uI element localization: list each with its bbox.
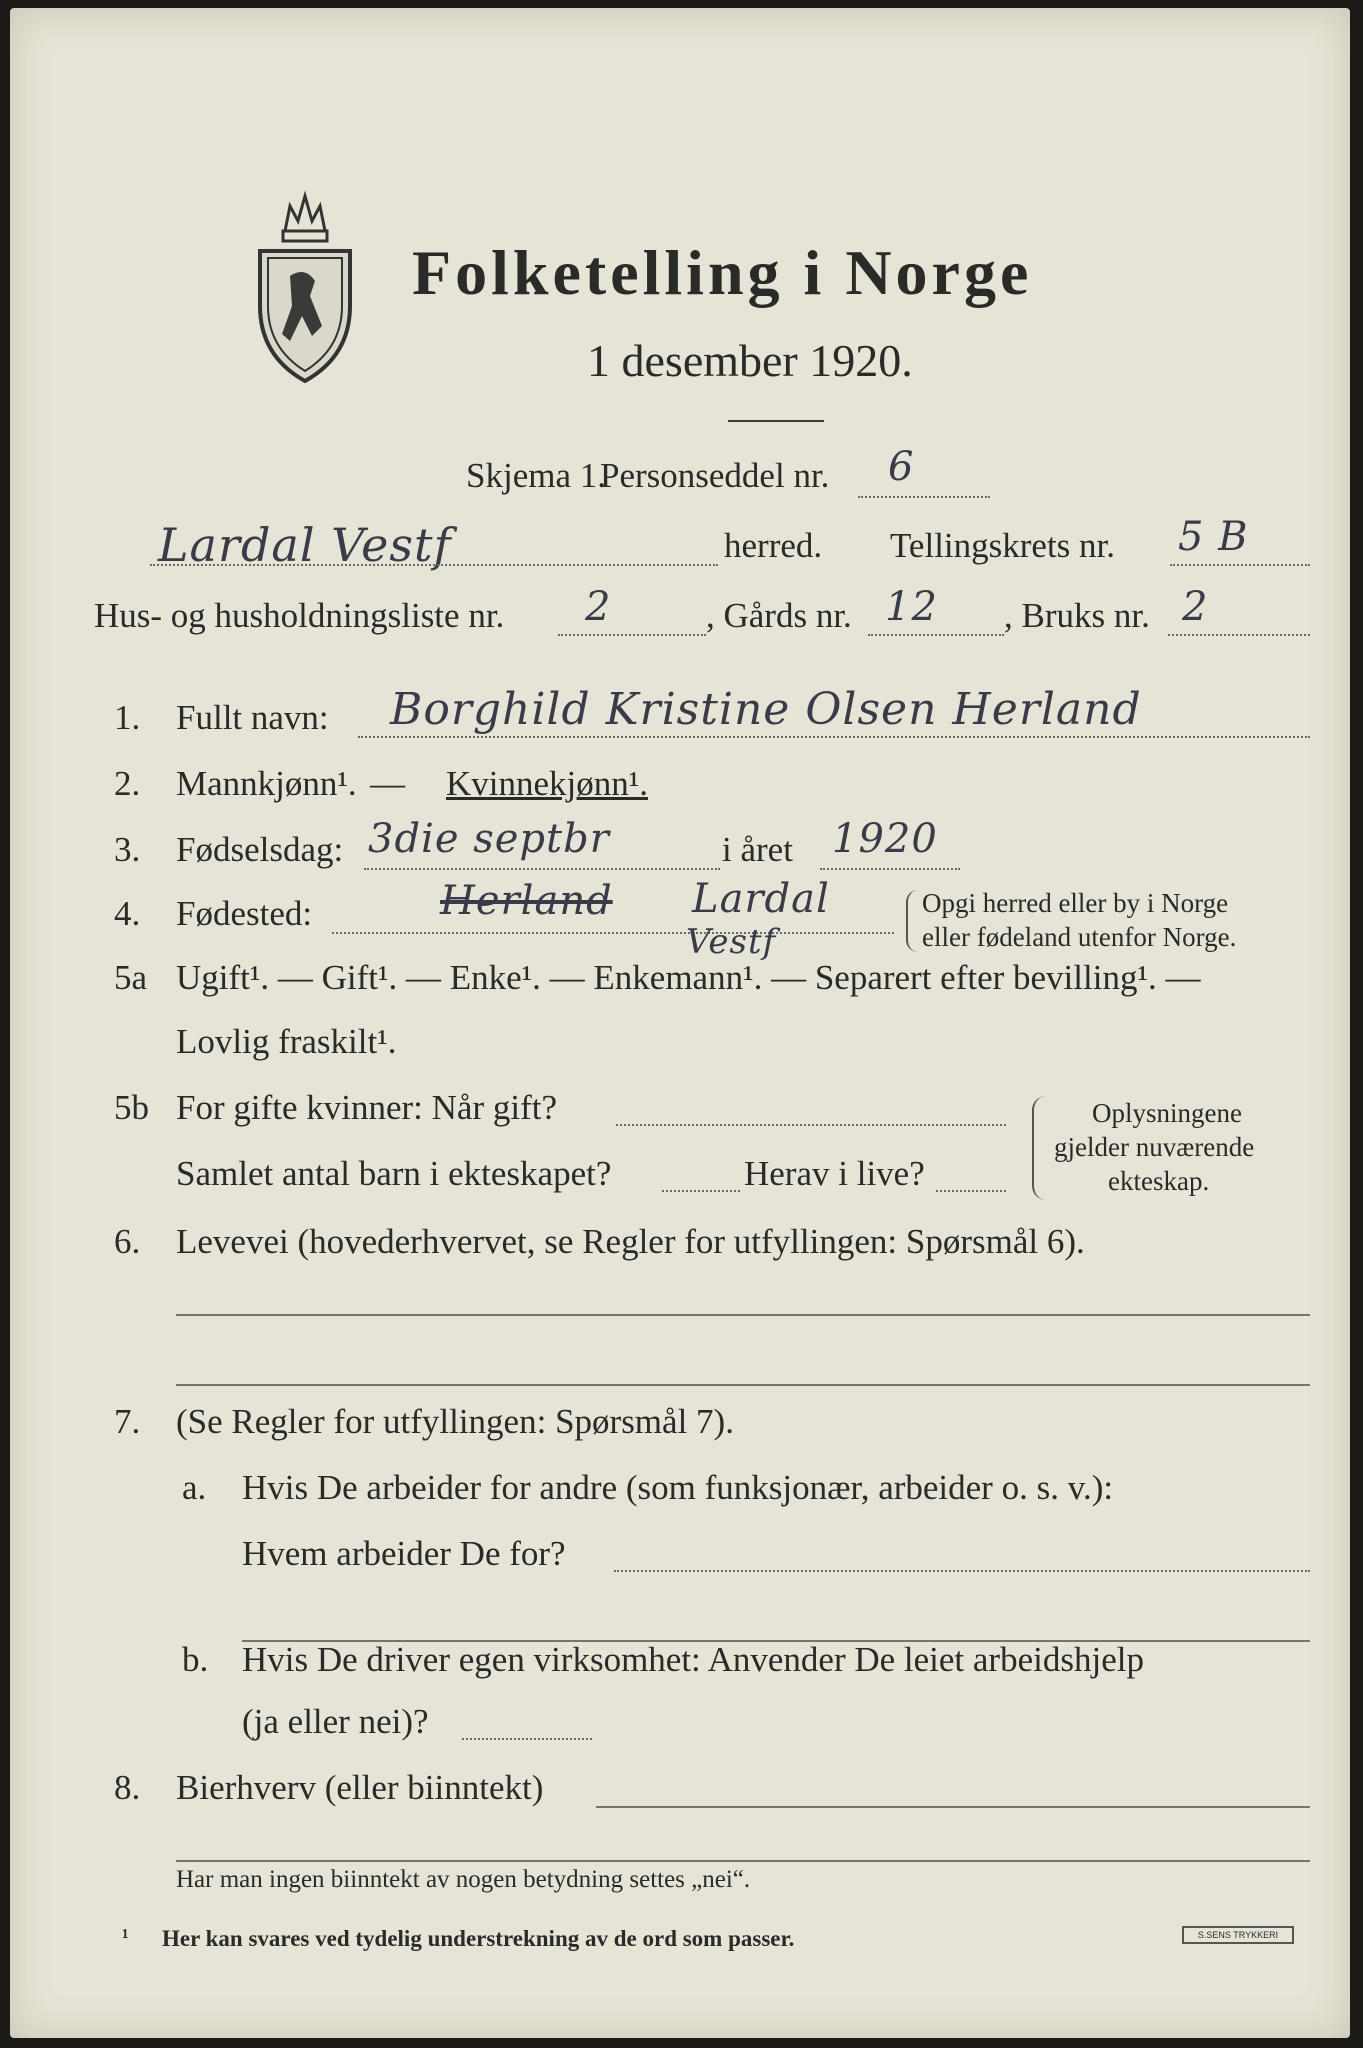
q6-number: 6. <box>114 1222 141 1261</box>
q8-label: Bierhverv (eller biinntekt) <box>176 1768 544 1807</box>
q6-answer-line-2 <box>176 1384 1310 1386</box>
q3-year-line <box>820 868 960 870</box>
birthplace-value-2: Vestf <box>686 922 777 962</box>
personseddel-label: Personseddel nr. <box>600 456 830 495</box>
q4-note-line1: Opgi herred eller by i Norge <box>922 888 1229 918</box>
q5a-line1: Ugift¹. — Gift¹. — Enke¹. — Enkemann¹. — Separert efter bevilling¹. — <box>176 958 1201 997</box>
q2-male-option: Mannkjønn¹. <box>176 764 357 803</box>
q7b-line1: Hvis De driver egen virksomhet: Anvender De leiet arbeidshjelp <box>242 1640 1144 1679</box>
tellingskrets-label: Tellingskrets nr. <box>890 526 1116 565</box>
q7b-letter: b. <box>182 1640 209 1679</box>
census-date: 1 desember 1920. <box>587 335 913 386</box>
q4-number: 4. <box>114 894 141 933</box>
q7a-line1: Hvis De arbeider for andre (som funksjonær, arbeider o. s. v.): <box>242 1468 1114 1507</box>
personseddel-line <box>858 496 990 498</box>
q4-note-brace <box>906 890 918 952</box>
q7-number: 7. <box>114 1402 141 1441</box>
q7b-line2: (ja eller nei)? <box>242 1702 429 1741</box>
q5a-number: 5a <box>114 958 148 997</box>
q5b-line1: For gifte kvinner: Når gift? <box>176 1088 558 1127</box>
herred-label: herred. <box>724 526 823 565</box>
divider <box>728 420 824 422</box>
q5b-number: 5b <box>114 1088 149 1127</box>
q5b-note-brace <box>1032 1096 1046 1200</box>
full-name-value: Borghild Kristine Olsen Herland <box>390 684 1142 735</box>
q8-answer-line <box>596 1806 1310 1808</box>
q7b-answer-line <box>462 1738 592 1740</box>
tellingskrets-value: 5 B <box>1178 514 1249 560</box>
norwegian-coat-of-arms-icon <box>250 186 360 386</box>
hus-value: 2 <box>585 584 612 630</box>
birthplace-value: Lardal <box>692 876 830 922</box>
q6-label: Levevei (hovederhvervet, se Regler for utfyllingen: Spørsmål 6). <box>176 1222 1085 1261</box>
herred-line <box>150 564 718 566</box>
q1-line <box>358 736 1310 738</box>
q1-number: 1. <box>114 698 141 737</box>
q4-label: Fødested: <box>176 894 313 933</box>
gards-line <box>868 634 1004 636</box>
q5b-note-line1: Oplysningene <box>1092 1098 1242 1128</box>
q3-line <box>364 868 720 870</box>
q5b-note-line2: gjelder nuværende <box>1054 1132 1255 1162</box>
gards-label: , Gårds nr. <box>706 596 852 635</box>
q5b-children-label: Samlet antal barn i ekteskapet? <box>176 1154 612 1193</box>
tellingskrets-line <box>1170 564 1310 566</box>
personseddel-value: 6 <box>888 444 915 490</box>
q8-number: 8. <box>114 1768 141 1807</box>
q5b-married-line <box>616 1124 1006 1126</box>
page-title: Folketelling i Norge <box>412 237 1033 308</box>
q6-answer-line-1 <box>176 1314 1310 1316</box>
q7a-line2: Hvem arbeider De for? <box>242 1534 566 1573</box>
q5b-note-line3: ekteskap. <box>1108 1166 1210 1196</box>
q3-label: Fødselsdag: <box>176 830 344 869</box>
q3-year-label: i året <box>722 830 793 869</box>
bruks-value: 2 <box>1182 584 1209 630</box>
footnote-text: Her kan svares ved tydelig understrekning av de ord som passer. <box>162 1926 795 1951</box>
footnote-marker: ¹ <box>122 1924 129 1949</box>
q4-line <box>332 932 894 934</box>
q7-label: (Se Regler for utfyllingen: Spørsmål 7). <box>176 1402 734 1441</box>
hus-line <box>558 634 706 636</box>
q5a-line2: Lovlig fraskilt¹. <box>176 1022 397 1061</box>
herred-value: Lardal Vestf <box>158 518 452 572</box>
birth-year-value: 1920 <box>832 816 938 862</box>
q8-answer-line-2 <box>176 1860 1310 1862</box>
printer-stamp: S.SENS TRYKKERI <box>1182 1926 1294 1944</box>
bruks-label: , Bruks nr. <box>1004 596 1150 635</box>
birthplace-struck-value: Herland <box>440 878 613 924</box>
q7a-letter: a. <box>182 1468 207 1507</box>
q1-label: Fullt navn: <box>176 698 329 737</box>
hus-label: Hus- og husholdningsliste nr. <box>94 596 505 635</box>
q5b-children-line <box>662 1190 740 1192</box>
gards-value: 12 <box>885 584 938 630</box>
birthdate-value: 3die septbr <box>368 816 610 862</box>
q7a-answer-line <box>614 1570 1310 1572</box>
q2-female-option: Kvinnekjønn¹. <box>446 764 649 803</box>
q5b-alive-label: Herav i live? <box>744 1154 925 1193</box>
bruks-line <box>1168 634 1310 636</box>
q4-note-line2: eller fødeland utenfor Norge. <box>922 922 1237 952</box>
q2-dash: — <box>370 764 405 803</box>
q2-number: 2. <box>114 764 141 803</box>
biinntekt-note: Har man ingen biinntekt av nogen betydning settes „nei“. <box>176 1866 751 1893</box>
census-form-paper <box>10 8 1350 2038</box>
q5b-alive-line <box>936 1190 1006 1192</box>
skjema-label: Skjema 1. <box>466 456 606 495</box>
q3-number: 3. <box>114 830 141 869</box>
